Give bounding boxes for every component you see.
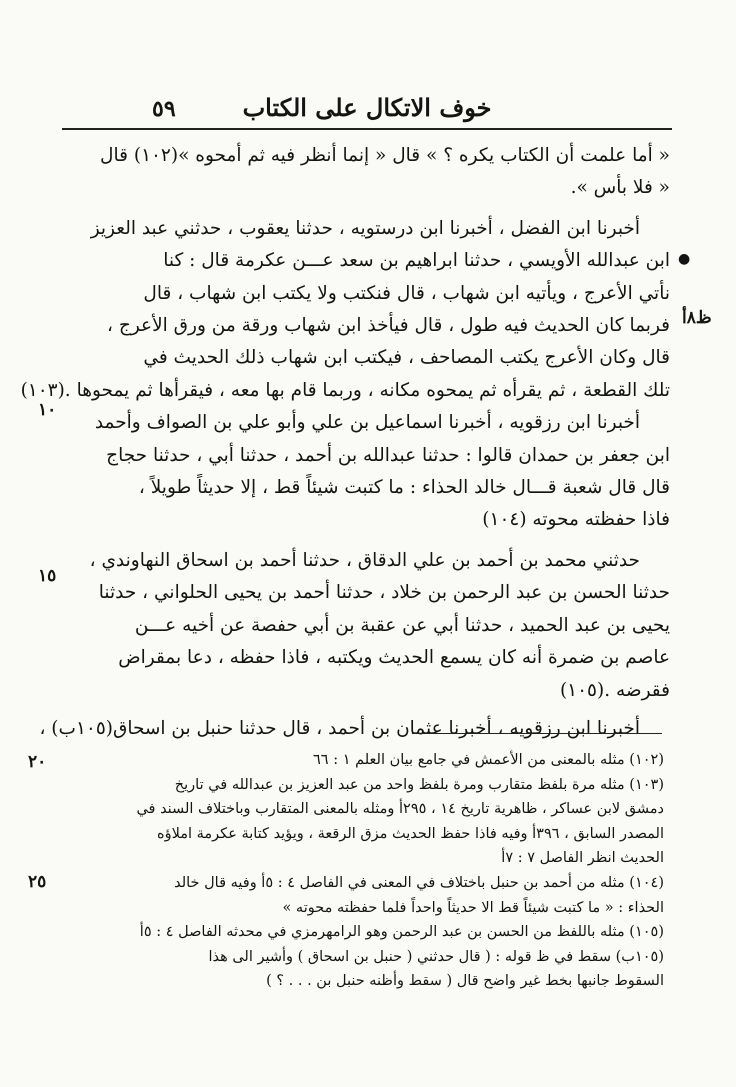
line-number-15: ١٥ <box>38 566 57 586</box>
text-line: نأتي الأعرج ، ويأتيه ابن شهاب ، قال فنكتب ولا يكتب ابن شهاب ، قال <box>143 282 670 304</box>
footnote-line: الحذاء : « ما كتبت شيئاً قط الا حديثاً واحداً فلما حفظته محوته » <box>282 899 664 916</box>
text-line: قال وكان الأعرج يكتب المصاحف ، فيكتب ابن شهاب ذلك الحديث في <box>143 347 670 369</box>
footnote-line: (١٠٤) مثله من أحمد بن حنبل باختلاف في المعنى في الفاصل ٤ : ٥أ وفيه قال خالد <box>174 874 664 891</box>
text-line: تلك القطعة ، ثم يقرأه ثم يمحوه مكانه ، وربما قام بها معه ، فيقرأها ثم يمحوها .(١٠٣) <box>20 379 670 401</box>
text-line: حدثنا الحسن بن عبد الرحمن بن خلاد ، حدثنا أحمد بن يحيى الحلواني ، حدثنا <box>98 582 670 604</box>
margin-folio-note: ظ٨أ <box>682 308 712 328</box>
text-line: فقرضه .(١٠٥) <box>559 679 670 701</box>
bullet-marker: ● <box>678 251 691 267</box>
footnote-line: دمشق لابن عساكر ، ظاهرية تاريخ ١٤ ، ٢٩٥أ ومثله بالمعنى المتقارب وباختلاف السند في <box>136 801 664 818</box>
header-rule <box>62 128 672 130</box>
text-line: فربما كان الحديث فيه طول ، قال فيأخذ ابن شهاب ورقة من ورق الأعرج ، <box>107 315 670 337</box>
text-line: « فلا بأس ». <box>570 177 670 199</box>
page-number: ٥٩ <box>152 96 176 122</box>
text-line: أخبرنا ابن رزقويه ، أخبرنا عثمان بن أحمد ، قال حدثنا حنبل بن اسحاق(١٠٥ب) ، <box>39 717 640 739</box>
footnote-rule <box>412 733 662 734</box>
running-title: خوف الاتكال على الكتاب <box>242 93 492 122</box>
page-header <box>62 84 672 124</box>
footnote-line: الحديث انظر الفاصل ٧ : ٧أ <box>501 850 664 867</box>
text-line: عاصم بن ضمرة أنه كان يسمع الحديث ويكتبه ، فاذا حفظه ، دعا بمقراض <box>118 647 670 669</box>
line-number-25: ٢٥ <box>28 872 47 892</box>
text-line: أخبرنا ابن رزقويه ، أخبرنا اسماعيل بن علي وأبو علي بن الصواف وأحمد <box>94 412 640 434</box>
footnote-line: (١٠٣) مثله مرة بلفظ متقارب ومرة بلفظ واحد من عبد العزيز بن عبدالله في تاريخ <box>174 776 664 793</box>
text-line: قال قال شعبة قـــال خالد الحذاء : ما كتبت شيئاً قط ، إلا حديثاً طويلاً ، <box>138 477 670 499</box>
text-line: فاذا حفظته محوته (١٠٤) <box>482 509 670 531</box>
text-line: أخبرنا ابن الفضل ، أخبرنا ابن درستويه ، حدثنا يعقوب ، حدثني عبد العزيز <box>90 217 640 239</box>
text-line: « أما علمت أن الكتاب يكره ؟ » قال « إنما أنظر فيه ثم أمحوه »(١٠٢) قال <box>100 145 670 166</box>
footnote-line: المصدر السابق ، ٣٩٦أ وفيه فاذا حفظ الحديث مزق الرقعة ، ويؤيد كتابة عكرمة املاؤه <box>156 825 664 842</box>
text-line: يحيى بن عبد الحميد ، حدثنا أبي عن عقبة بن أبي حفصة عن أخيه عـــن <box>134 614 670 636</box>
text-line: ابن عبدالله الأويسي ، حدثنا ابراهيم بن سعد عـــن عكرمة قال : كنا <box>163 250 670 272</box>
text-line: ابن جعفر بن حمدان قالوا : حدثنا عبدالله بن أحمد ، حدثنا أبي ، حدثنا حجاج <box>106 444 670 466</box>
text-line: حدثني محمد بن أحمد بن علي الدقاق ، حدثنا أحمد بن اسحاق النهاوندي ، <box>89 549 640 571</box>
footnote-line: السقوط جانبها بخط غير واضح قال ( سقط وأظنه حنبل بن . . . ؟ ) <box>266 973 664 990</box>
footnotes <box>78 748 664 994</box>
footnote-line: (١٠٢) مثله بالمعنى من الأعمش في جامع بيان العلم ١ : ٦٦ <box>313 752 664 768</box>
footnote-line: (١٠٥ب) سقط في ظ قوله : ( قال حدثني ( حنبل بن اسحاق ) وأشير الى هذا <box>208 948 664 965</box>
line-number-20: ٢٠ <box>28 752 47 772</box>
footnote-line: (١٠٥) مثله باللفظ من الحسن بن عبد الرحمن وهو الرامهرمزي في محدثه الفاصل ٤ : ٥أ <box>139 924 664 941</box>
line-number-10: ١٠ <box>38 400 57 420</box>
